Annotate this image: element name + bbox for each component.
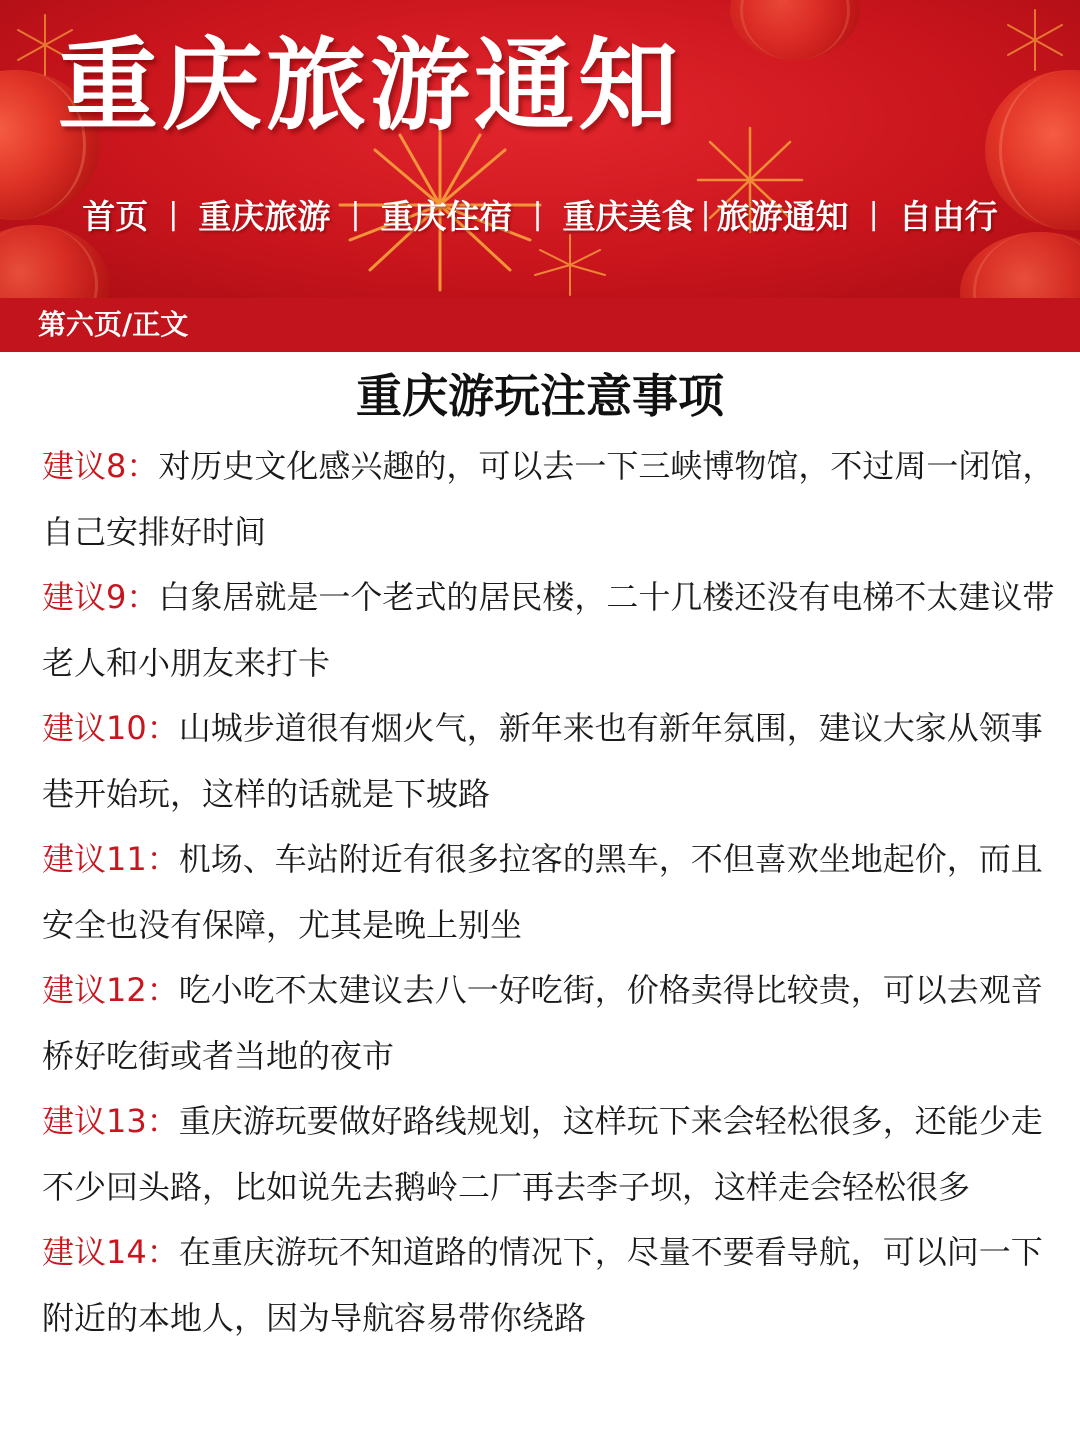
main-nav — [0, 190, 1080, 238]
tip-text: 对历史文化感兴趣的，可以去一下三峡博物馆，不过周一闭馆，自己安排好时间 — [42, 447, 1055, 551]
tip-label: 建议12： — [42, 971, 179, 1009]
site-title: 重庆旅游通知 — [58, 26, 682, 144]
list-item — [42, 565, 1062, 696]
nav-separator: | — [700, 196, 711, 232]
nav-item-chongqing-lodging[interactable]: 重庆住宿 — [380, 196, 513, 236]
list-item — [42, 958, 1062, 1089]
tip-text: 白象居就是一个老式的居民楼，二十几楼还没有电梯不太建议带老人和小朋友来打卡 — [42, 578, 1055, 682]
page-title: 重庆游玩注意事项 — [356, 369, 724, 423]
nav-separator: | — [350, 196, 361, 232]
tip-label: 建议9： — [42, 578, 159, 616]
tip-label: 建议11： — [42, 840, 179, 878]
tip-label: 建议14： — [42, 1233, 179, 1271]
firework-icon — [1000, 5, 1070, 75]
list-item — [42, 696, 1062, 827]
nav-item-chongqing-food[interactable]: 重庆美食 — [562, 196, 695, 236]
lantern-decoration — [730, 0, 860, 60]
tip-text: 山城步道很有烟火气，新年来也有新年氛围，建议大家从领事巷开始玩，这样的话就是下坡路 — [42, 709, 1043, 813]
tip-text: 机场、车站附近有很多拉客的黑车，不但喜欢坐地起价，而且安全也没有保障，尤其是晚上别坐 — [42, 840, 1043, 944]
nav-item-home[interactable]: 首页 — [82, 196, 149, 236]
tip-text: 吃小吃不太建议去八一好吃街，价格卖得比较贵，可以去观音桥好吃街或者当地的夜市 — [42, 971, 1043, 1075]
tip-text: 重庆游玩要做好路线规划，这样玩下来会轻松很多，还能少走不少回头路，比如说先去鹅岭二厂再去李子坝，这样走会轻松很多 — [42, 1102, 1043, 1206]
nav-item-travel-notices[interactable]: 旅游通知 — [716, 196, 849, 236]
tip-label: 建议10： — [42, 709, 179, 747]
tips-list — [42, 434, 1062, 1351]
nav-separator: | — [532, 196, 543, 232]
list-item — [42, 1089, 1062, 1220]
tip-label: 建议13： — [42, 1102, 179, 1140]
nav-item-free-travel[interactable]: 自由行 — [898, 196, 998, 236]
firework-icon — [530, 230, 610, 298]
list-item — [42, 827, 1062, 958]
nav-separator: | — [868, 196, 879, 232]
nav-separator: | — [168, 196, 179, 232]
breadcrumb: 第六页/正文 — [38, 308, 189, 341]
breadcrumb-bar — [0, 298, 1080, 352]
lantern-decoration — [960, 232, 1080, 298]
list-item — [42, 434, 1062, 565]
nav-item-chongqing-travel[interactable]: 重庆旅游 — [198, 196, 331, 236]
tip-label: 建议8： — [42, 447, 159, 485]
list-item — [42, 1220, 1062, 1351]
tip-text: 在重庆游玩不知道路的情况下，尽量不要看导航，可以问一下附近的本地人，因为导航容易带你绕路 — [42, 1233, 1043, 1337]
header-banner — [0, 0, 1080, 298]
